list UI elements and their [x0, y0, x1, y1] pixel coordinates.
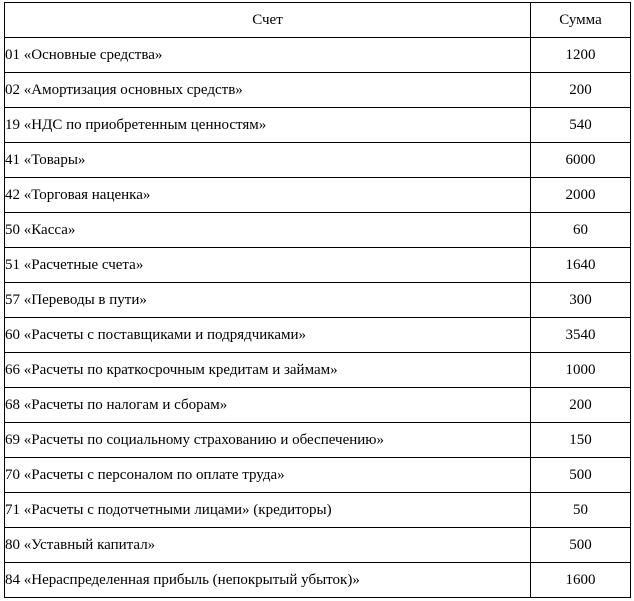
sum-cell: 500: [531, 458, 631, 493]
sum-cell: 1600: [531, 563, 631, 598]
table-row: [5, 38, 631, 73]
header-row: [5, 3, 631, 38]
accounts-table: [4, 2, 631, 598]
account-cell: 57 «Переводы в пути»: [5, 283, 531, 318]
table-row: [5, 143, 631, 178]
table-row: [5, 248, 631, 283]
account-cell: 80 «Уставный капитал»: [5, 528, 531, 563]
sum-cell: 1200: [531, 38, 631, 73]
table-row: [5, 108, 631, 143]
account-cell: 42 «Торговая наценка»: [5, 178, 531, 213]
sum-cell: 3540: [531, 318, 631, 353]
account-cell: 68 «Расчеты по налогам и сборам»: [5, 388, 531, 423]
account-cell: 66 «Расчеты по краткосрочным кредитам и займам»: [5, 353, 531, 388]
account-cell: 01 «Основные средства»: [5, 38, 531, 73]
account-cell: 41 «Товары»: [5, 143, 531, 178]
sum-cell: 150: [531, 423, 631, 458]
table-row: [5, 528, 631, 563]
account-cell: 71 «Расчеты с подотчетными лицами» (кредиторы): [5, 493, 531, 528]
sum-cell: 50: [531, 493, 631, 528]
header-sum: Сумма: [531, 3, 631, 38]
table-row: [5, 493, 631, 528]
table-row: [5, 73, 631, 108]
table-row: [5, 423, 631, 458]
account-cell: 69 «Расчеты по социальному страхованию и обеспечению»: [5, 423, 531, 458]
table-row: [5, 353, 631, 388]
header-account: Счет: [5, 3, 531, 38]
sum-cell: 200: [531, 388, 631, 423]
sum-cell: 540: [531, 108, 631, 143]
sum-cell: 300: [531, 283, 631, 318]
sum-cell: 200: [531, 73, 631, 108]
table-row: [5, 388, 631, 423]
table-row: [5, 318, 631, 353]
sum-cell: 1640: [531, 248, 631, 283]
table-row: [5, 283, 631, 318]
sum-cell: 1000: [531, 353, 631, 388]
account-cell: 50 «Касса»: [5, 213, 531, 248]
sum-cell: 2000: [531, 178, 631, 213]
account-cell: 51 «Расчетные счета»: [5, 248, 531, 283]
account-cell: 60 «Расчеты с поставщиками и подрядчиками»: [5, 318, 531, 353]
account-cell: 19 «НДС по приобретенным ценностям»: [5, 108, 531, 143]
account-cell: 02 «Амортизация основных средств»: [5, 73, 531, 108]
sum-cell: 60: [531, 213, 631, 248]
account-cell: 84 «Нераспределенная прибыль (непокрытый убыток)»: [5, 563, 531, 598]
table-row: [5, 178, 631, 213]
table-row: [5, 458, 631, 493]
sum-cell: 6000: [531, 143, 631, 178]
account-cell: 70 «Расчеты с персоналом по оплате труда»: [5, 458, 531, 493]
table-row: [5, 213, 631, 248]
table-row: [5, 563, 631, 598]
sum-cell: 500: [531, 528, 631, 563]
